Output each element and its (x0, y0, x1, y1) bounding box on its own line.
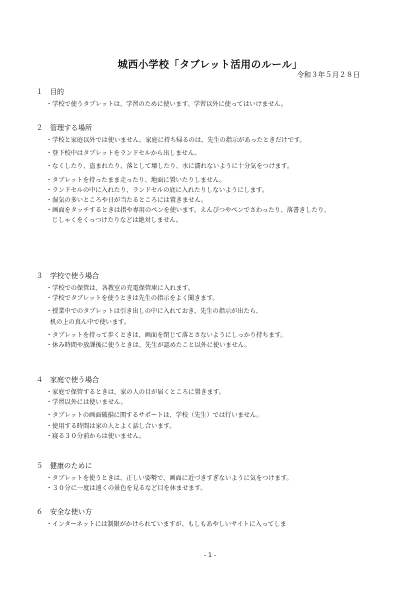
section-number: ４ (36, 376, 43, 384)
section-safety (36, 508, 396, 530)
rule-line: ・湿気の多いところや日が当たるところには置きません。 (46, 197, 208, 205)
rule-line: ・学校でタブレットを使うときは先生の指示をよく聞きます。 (46, 295, 219, 303)
section-heading (36, 272, 396, 281)
rule-line: ・家庭で保管するときは、家の人の目が届くところに置きます。 (46, 389, 225, 396)
rule-line: ・タブレットを使うときは、正しい姿勢で、画面に近づきすぎないように気をつけます。 (46, 475, 293, 482)
section-number: ５ (36, 462, 43, 470)
section-heading-text: 安全な使い方 (50, 508, 92, 516)
document-date: 令和３年５月２８日 (297, 71, 360, 79)
rule-line: ・登下校中はタブレットをランドセルから出しません。 (46, 150, 201, 158)
section-heading-text: 学校で使う場合 (50, 272, 99, 280)
rule-line: ・タブレットの画面破損に関するサポートは、学校（先生）では行いません。 (46, 412, 263, 420)
section-number: ３ (36, 272, 43, 280)
rule-line: じしゃくをくっつけたりなどは絶対しません。 (52, 217, 183, 225)
section-heading-text: 健康のために (50, 462, 92, 470)
rule-line: ・寝る３０分前からは使いません。 (46, 432, 146, 440)
rule-line: ・画面をタッチするときは指や専用のペンを使います。えんぴつやペンでさわったり、落書きしたり、 (46, 207, 331, 215)
rule-line: ・休み時間や放課後に使うときは、先生が認めたこと以外に使いません。 (46, 342, 251, 350)
section-health (36, 462, 396, 494)
rule-line: ・なくしたり、盗まれたり、落として壊したり、水に濡れないように十分気をつけます。 (46, 163, 294, 171)
rule-line: ・学習以外には使いません。 (46, 399, 127, 407)
rule-line: ・学校での保管は、各教室の充電保管庫に入れます。 (46, 285, 195, 292)
section-heading (36, 376, 396, 385)
rule-line: ・３０分に一度は遠くの景色を見るなど目を休ませます。 (46, 485, 207, 493)
page-number: - 1 - (204, 552, 216, 559)
rule-line: ・インターネットには制限がかけられていますが、もしもあやしいサイトに入ってしま (46, 521, 287, 528)
rule-line: ・使用する時間は家の人とよく話し合います。 (46, 422, 176, 430)
section-heading-text: 家庭で使う場合 (50, 376, 99, 384)
section-number: ２ (36, 124, 43, 132)
section-number: １ (36, 88, 43, 96)
rule-line: ・タブレットを持って歩くときは、画面を閉じて落とさないようにしっかり持ちます。 (46, 331, 287, 339)
section-home-use (36, 376, 396, 442)
section-heading (36, 88, 396, 97)
section-heading (36, 508, 396, 517)
section-number: ６ (36, 508, 43, 516)
document-title: 城西小学校「タブレット活用のルール」 (117, 60, 303, 71)
section-purpose (36, 88, 396, 110)
rule-line: ・タブレットを持ったまま走ったり、地面に置いたりしません。 (46, 176, 226, 184)
section-heading (36, 124, 396, 133)
section-heading (36, 462, 396, 471)
section-storage (36, 124, 396, 227)
rule-line: ・学校で使うタブレットは、学習のために使います。学習以外に使ってはいけません。 (46, 101, 287, 108)
rule-line: ・学校と家庭以外では使いません。家庭に持ち帰るのは、先生の指示があったときだけです。 (46, 137, 306, 144)
rule-line: 机の上の真ん中で使います。 (50, 318, 130, 326)
section-school-use (36, 272, 396, 351)
rule-line: ・授業中でのタブレットは引き出しの中に入れておき、先生の指示が出たら、 (46, 308, 263, 316)
section-heading-text: 管理する場所 (50, 124, 92, 132)
rule-line: ・ランドセルの中に入れたり、ランドセルの底に入れたりしないようにします。 (46, 186, 268, 194)
section-heading-text: 目的 (50, 88, 64, 96)
